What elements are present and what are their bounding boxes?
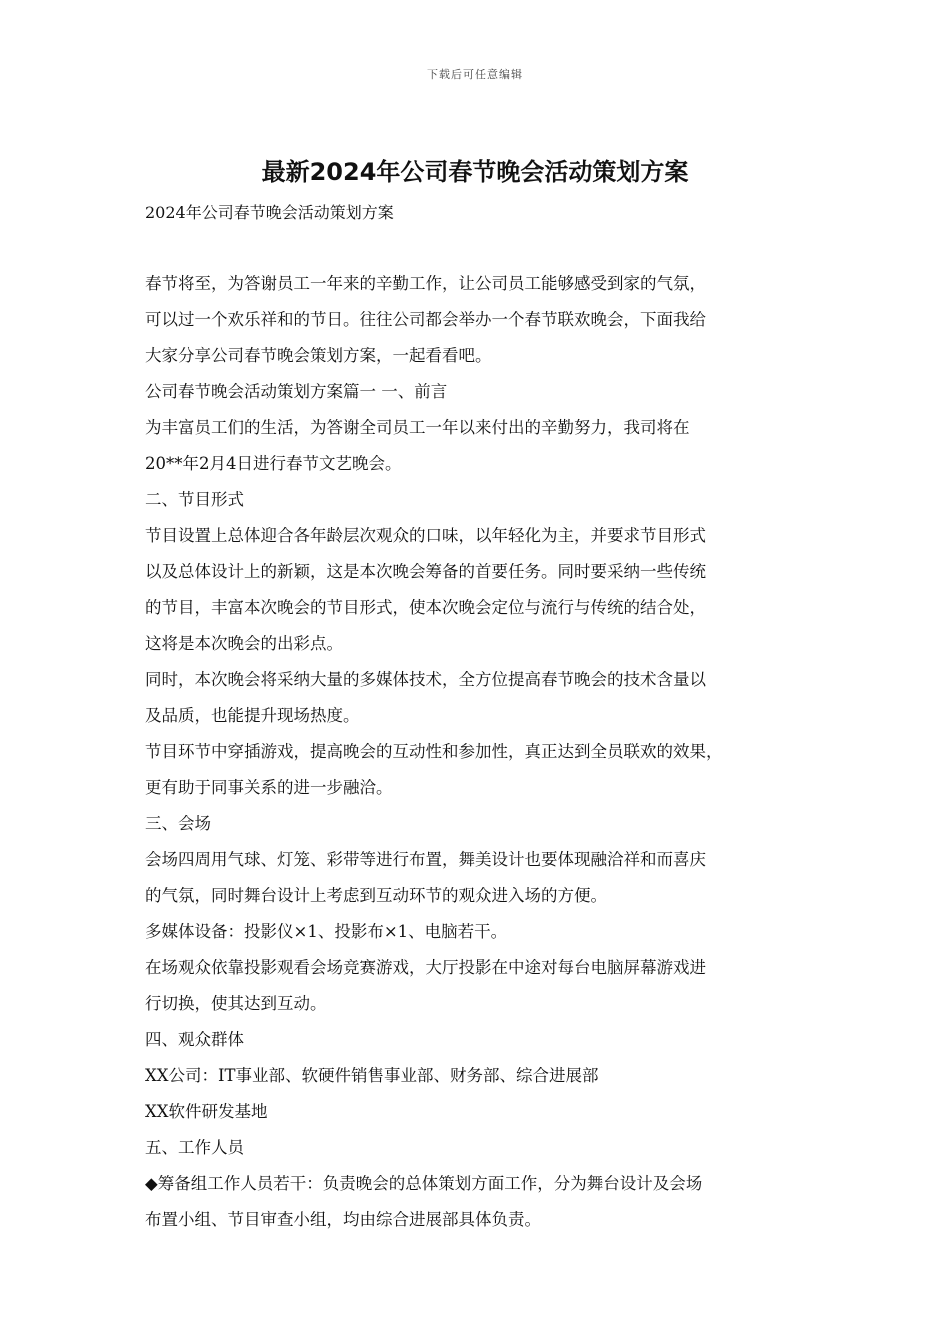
body-line: 这将是本次晚会的出彩点。 bbox=[145, 634, 343, 653]
body-line: ◆筹备组工作人员若干：负责晚会的总体策划方面工作，分为舞台设计及会场 bbox=[145, 1174, 703, 1193]
document-title: 最新2024年公司春节晚会活动策划方案 bbox=[261, 158, 689, 186]
body-line: 会场四周用气球、灯笼、彩带等进行布置，舞美设计也要体现融洽祥和而喜庆 bbox=[145, 850, 706, 869]
body-line: 大家分享公司春节晚会策划方案，一起看看吧。 bbox=[145, 346, 492, 365]
section-heading: 公司春节晚会活动策划方案篇一 一、前言 bbox=[145, 382, 448, 401]
body-line: 以及总体设计上的新颖，这是本次晚会筹备的首要任务。同时要采纳一些传统 bbox=[145, 562, 706, 581]
spacer bbox=[145, 232, 835, 266]
body-line: 布置小组、节目审查小组，均由综合进展部具体负责。 bbox=[145, 1210, 541, 1229]
body-line: 节目环节中穿插游戏，提高晚会的互动性和参加性，真正达到全员联欢的效果， bbox=[145, 742, 723, 761]
body-line: 节目设置上总体迎合各年龄层次观众的口味，以年轻化为主，并要求节目形式 bbox=[145, 526, 706, 545]
body-line: 行切换，使其达到互动。 bbox=[145, 994, 327, 1013]
body-line: 为丰富员工们的生活，为答谢全司员工一年以来付出的辛勤努力，我司将在 bbox=[145, 418, 690, 437]
body-line: 的气氛，同时舞台设计上考虑到互动环节的观众进入场的方便。 bbox=[145, 886, 607, 905]
body-line: 可以过一个欢乐祥和的节日。往往公司都会举办一个春节联欢晚会，下面我给 bbox=[145, 310, 706, 329]
body-line: 更有助于同事关系的进一步融洽。 bbox=[145, 778, 393, 797]
header-note: 下载后可任意编辑 bbox=[427, 68, 523, 81]
body-line: 同时，本次晚会将采纳大量的多媒体技术，全方位提高春节晚会的技术含量以 bbox=[145, 670, 706, 689]
section-heading: 二、节目形式 bbox=[145, 490, 244, 509]
body-line: 的节目，丰富本次晚会的节目形式，使本次晚会定位与流行与传统的结合处， bbox=[145, 598, 706, 617]
document-body bbox=[145, 232, 835, 1238]
body-line: XX公司：IT事业部、软硬件销售事业部、财务部、综合进展部 bbox=[145, 1066, 599, 1085]
body-line: 多媒体设备：投影仪×1、投影布×1、电脑若干。 bbox=[145, 922, 508, 941]
body-line: 春节将至，为答谢员工一年来的辛勤工作，让公司员工能够感受到家的气氛， bbox=[145, 274, 706, 293]
body-line: 在场观众依靠投影观看会场竞赛游戏，大厅投影在中途对每台电脑屏幕游戏进 bbox=[145, 958, 706, 977]
section-heading: 四、观众群体 bbox=[145, 1030, 244, 1049]
document-subtitle: 2024年公司春节晚会活动策划方案 bbox=[145, 203, 394, 222]
body-line: 20**年2月4日进行春节文艺晚会。 bbox=[145, 454, 402, 473]
section-heading: 五、工作人员 bbox=[145, 1138, 244, 1157]
section-heading: 三、会场 bbox=[145, 814, 211, 833]
body-line: XX软件研发基地 bbox=[145, 1102, 268, 1121]
body-line: 及品质，也能提升现场热度。 bbox=[145, 706, 360, 725]
